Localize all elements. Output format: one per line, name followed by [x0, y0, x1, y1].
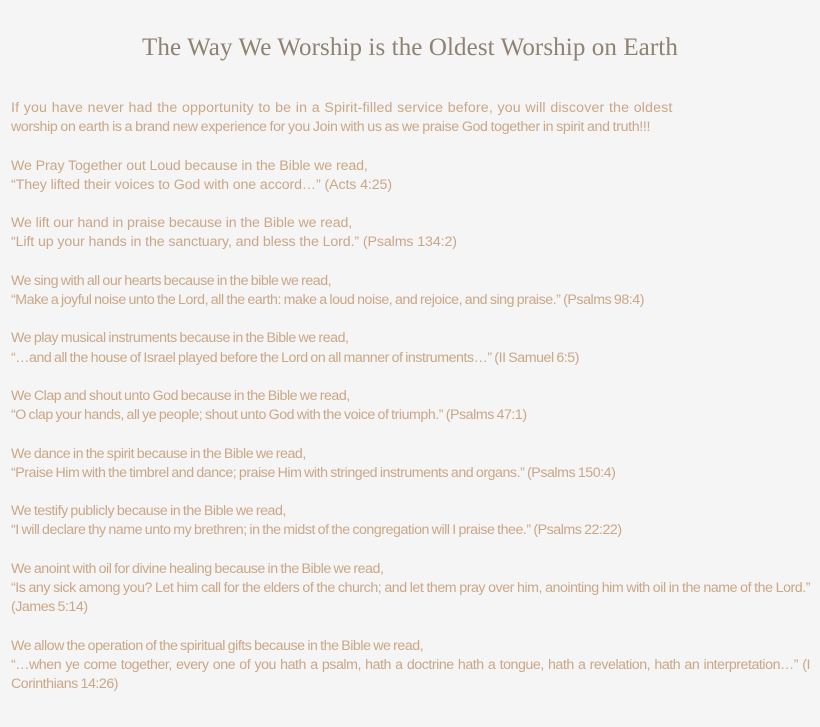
section-testify [11, 502, 810, 540]
intro-line-2: worship on earth is a brand new experience for you Join with us as we praise God together in spirit and truth!!! [11, 119, 651, 136]
scripture-quote: “Is any sick among you? Let him call for the elders of the church; and let them pray over him, anointing him with oil in the name of the Lord.” (James 5:14) [11, 579, 810, 616]
scripture-quote: “Lift up your hands in the sanctuary, and bless the Lord.” (Psalms 134:2) [11, 234, 457, 251]
section-lead: We testify publicly because in the Bible we read, [11, 503, 286, 520]
worship-content [11, 99, 810, 694]
section-lift-hands [11, 214, 810, 252]
section-pray [11, 157, 810, 195]
intro-paragraph [11, 99, 810, 137]
section-lead: We Clap and shout unto God because in the Bible we read, [11, 387, 350, 404]
section-lead: We play musical instruments because in the Bible we read, [11, 330, 349, 347]
section-lead: We allow the operation of the spiritual gifts because in the Bible we read, [11, 637, 424, 654]
scripture-quote: “O clap your hands, all ye people; shout unto God with the voice of triumph.” (Psalms 47:1) [11, 407, 527, 424]
section-lead: We Pray Together out Loud because in the Bible we read, [11, 157, 368, 174]
scripture-quote: “Make a joyful noise unto the Lord, all the earth: make a loud noise, and rejoice, and sing praise.” (Psalms 98:4) [11, 291, 645, 308]
section-lead: We sing with all our hearts because in the bible we read, [11, 272, 332, 289]
page-title: The Way We Worship is the Oldest Worship on Earth [142, 34, 678, 61]
section-anoint [11, 560, 810, 618]
scripture-quote: “…and all the house of Israel played before the Lord on all manner of instruments…” (II Samuel 6:5) [11, 349, 580, 366]
scripture-quote: “Praise Him with the timbrel and dance; praise Him with stringed instruments and organs.” (Psalms 150:4) [11, 464, 616, 481]
intro-line-1: If you have never had the opportunity to be in a Spirit-filled service before, you will discover the oldest [11, 100, 673, 116]
section-spiritual-gifts [11, 637, 810, 695]
scripture-quote: “I will declare thy name unto my brethren; in the midst of the congregation will I praise thee.” (Psalms 22:22) [11, 522, 622, 539]
section-lead: We lift our hand in praise because in the Bible we read, [11, 215, 353, 232]
section-lead: We dance in the spirit because in the Bible we read, [11, 445, 306, 462]
section-dance [11, 445, 810, 483]
scripture-quote: “…when ye come together, every one of you hath a psalm, hath a doctrine hath a tongue, hath a revelation, hath an interpretation…” (I Corinthians 14:26) [11, 656, 810, 692]
section-lead: We anoint with oil for divine healing because in the Bible we read, [11, 560, 384, 577]
section-instruments [11, 329, 810, 367]
section-clap-shout [11, 387, 810, 425]
scripture-quote: “They lifted their voices to God with one accord…” (Acts 4:25) [11, 176, 392, 193]
section-sing [11, 272, 810, 310]
